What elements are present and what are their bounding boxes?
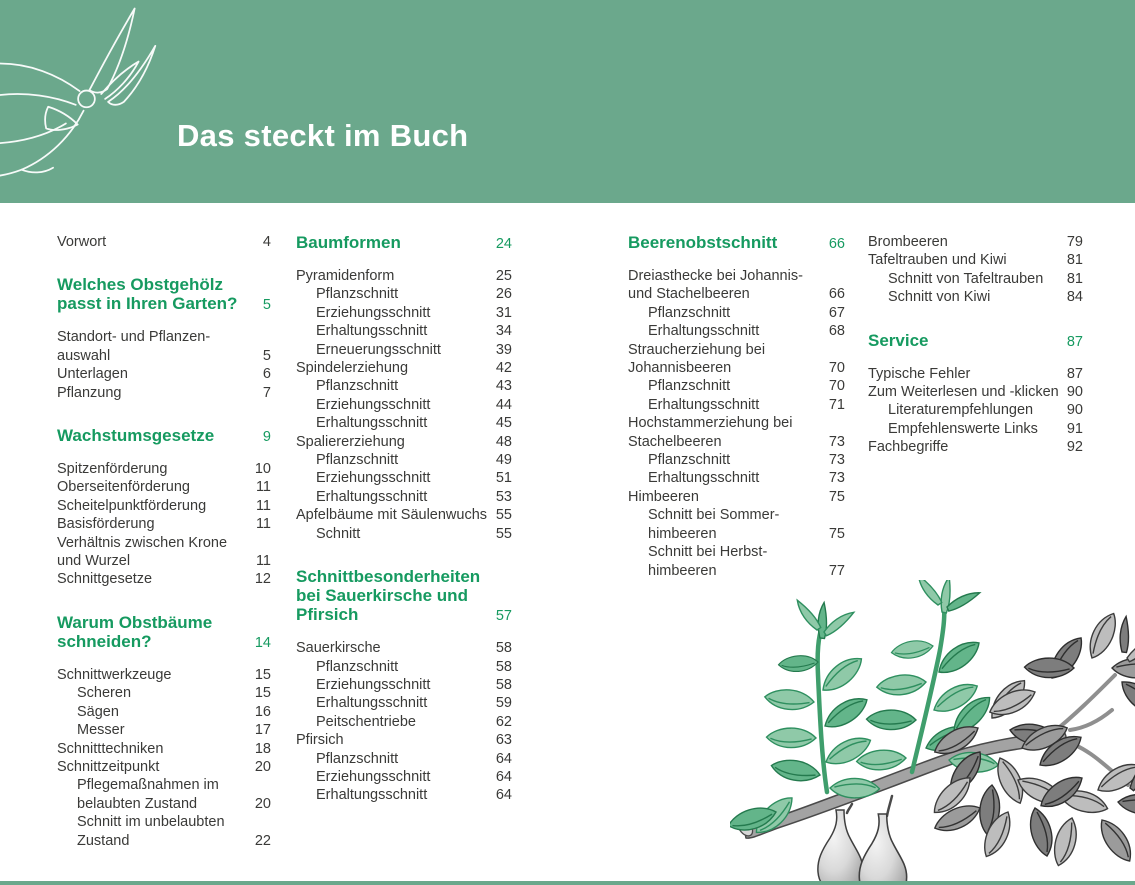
toc-entry-label: Zum Weiterlesen und -klicken [868,384,1059,401]
toc-entry-row [57,497,271,515]
toc-entry-row [296,639,512,657]
toc-entry-row [57,813,271,831]
toc-entry-row [628,396,845,414]
toc-entry-label: Vorwort [57,234,107,250]
toc-entry-page: 20 [254,795,271,812]
toc-entry-page: 17 [254,722,271,739]
toc-entry-label: Zustand [77,832,130,849]
toc-entry-page: 4 [262,234,271,250]
toc-entry-label: Erhaltungsschnitt [316,488,428,505]
toc-entry-row [296,731,512,749]
toc-entry-row [296,713,512,731]
toc-chapter-row [628,233,845,254]
toc-entry-row [296,451,512,469]
toc-entry-label: Pflanzschnitt [648,452,731,469]
toc-entry-page: 81 [1066,270,1083,287]
toc-entry-label: Johannisbeeren [628,360,732,377]
toc-entry-label: Erziehungsschnitt [316,304,431,321]
header-band [0,0,1135,203]
toc-entry-label: Pflanzschnitt [648,304,731,321]
toc-entry-page: 66 [828,236,845,252]
toc-entry-page: 70 [828,378,845,395]
toc-entry-row [628,304,845,322]
toc-entry-label: Pflanzschnitt [316,378,399,395]
toc-entry-row [868,270,1083,288]
toc-entry-label: Schnitt von Kiwi [888,289,991,306]
toc-entry-page: 57 [495,608,512,625]
toc-entry-label: Sauerkirsche [296,640,381,657]
toc-entry-page: 42 [495,360,512,377]
toc-entry-row [296,322,512,340]
toc-entry-row [296,414,512,432]
toc-entry-label: Spaliererziehung [296,433,405,450]
toc-entry-label: Hochstammerziehung bei [628,415,793,432]
toc-entry-label: Schnittbesonderheiten [296,567,481,587]
toc-entry-row [296,377,512,395]
toc-entry-page: 16 [254,703,271,720]
toc-entry-row [296,359,512,377]
toc-entry-page: 62 [495,713,512,730]
toc-entry-page: 58 [495,640,512,657]
toc-entry-label: Schnitt im unbelaubten [77,814,225,831]
toc-entry-row [57,666,271,684]
toc-entry-label: Erhaltungsschnitt [316,323,428,340]
toc-entry-page: 53 [495,488,512,505]
toc-entry-page: 81 [1066,252,1083,269]
toc-entry-page: 55 [495,507,512,524]
toc-entry-label: Schnitt von Tafeltrauben [888,270,1044,287]
toc-entry-label: Erhaltungsschnitt [648,323,760,340]
toc-entry-label: Pflanzung [57,384,122,401]
toc-entry-page: 11 [255,479,271,496]
toc-entry-label: Erhaltungsschnitt [316,415,428,432]
toc-entry-page: 58 [495,676,512,693]
toc-entry-row [868,438,1083,456]
toc-entry-label: Baumformen [296,233,401,252]
toc-chapter-row [868,331,1083,352]
toc-entry-row [628,433,845,451]
toc-entry-page: 15 [254,685,271,702]
toc-chapter-row [296,233,512,254]
toc-entry-label: Schnitt bei Sommer- [648,507,780,524]
toc-entry-row [57,703,271,721]
toc-entry-label: Pflegemaßnahmen im [77,777,219,794]
toc-entry-page: 5 [262,347,271,364]
toc-entry-label: Erhaltungsschnitt [648,470,760,487]
toc-entry-label: Schnitttechniken [57,740,164,757]
toc-entry-page: 75 [828,525,845,542]
toc-entry-label: Erziehungsschnitt [316,396,431,413]
toc-entry-row [57,384,271,402]
toc-entry-label: Tafeltrauben und Kiwi [868,252,1007,269]
toc-entry-label: Dreiasthecke bei Johannis- [628,268,803,284]
toc-entry-page: 51 [495,470,512,487]
toc-column-3 [628,233,845,580]
toc-entry-label: Erziehungsschnitt [316,676,431,693]
toc-entry-label: und Wurzel [57,553,131,570]
toc-entry-page: 39 [495,341,512,358]
toc-chapter-row [296,605,512,626]
toc-entry-label: Pflanzschnitt [316,452,399,469]
toc-entry-label: Erhaltungsschnitt [316,695,428,712]
toc-entry-row [296,396,512,414]
toc-entry-label: Peitschentriebe [316,713,416,730]
toc-entry-page: 70 [828,360,845,377]
toc-entry-page: 77 [828,562,845,579]
toc-entry-row [628,543,845,561]
toc-entry-page: 20 [254,758,271,775]
toc-entry-page: 24 [495,236,512,252]
toc-entry-row [57,552,271,570]
toc-entry-label: Warum Obstbäume [57,612,213,632]
toc-entry-row [57,534,271,552]
toc-entry-page: 7 [262,384,271,401]
toc-entry-label: Straucherziehung bei [628,341,766,358]
toc-entry-page: 92 [1066,439,1083,456]
toc-entry-row [296,676,512,694]
toc-entry-label: Erhaltungsschnitt [648,396,760,413]
toc-entry-label: Schnitt bei Herbst- [648,544,768,561]
toc-chapter-row [57,294,271,315]
toc-entry-label: Schnittwerkzeuge [57,666,172,683]
toc-column-4 [868,233,1083,457]
toc-entry-row [57,776,271,794]
toc-entry-row [296,525,512,543]
toc-entry-row [57,832,271,850]
toc-entry-page: 64 [495,750,512,767]
toc-entry-row [628,469,845,487]
toc-chapter-row [57,426,271,447]
toc-entry-page: 75 [828,488,845,505]
toc-entry-page: 43 [495,378,512,395]
toc-entry-label: Messer [77,722,125,739]
toc-entry-label: Erneuerungsschnitt [316,341,441,358]
toc-entry-label: Unterlagen [57,366,128,383]
toc-entry-row [296,267,512,285]
toc-entry-label: schneiden? [57,631,152,651]
toc-entry-label: Empfehlenswerte Links [888,420,1038,437]
toc-entry-label: Schnittzeitpunkt [57,758,160,775]
toc-entry-label: Literaturempfehlungen [888,402,1034,419]
toc-entry-page: 10 [254,461,271,478]
toc-entry-page: 73 [828,470,845,487]
toc-entry-page: 11 [255,516,271,533]
toc-entry-label: Apfelbäume mit Säulenwuchs [296,507,488,524]
toc-entry-label: auswahl [57,347,111,364]
toc-entry-page: 90 [1066,384,1083,401]
toc-entry-page: 11 [255,553,271,570]
toc-entry-label: Scheitelpunktförderung [57,497,207,514]
toc-entry-row [628,562,845,580]
toc-entry-label: Fachbegriffe [868,439,949,456]
toc-entry-label: Scheren [77,685,132,702]
toc-entry-row [296,768,512,786]
toc-entry-row [628,285,845,303]
toc-entry-page: 31 [495,304,512,321]
toc-entry-row [57,233,271,251]
toc-entry-page: 9 [262,429,271,446]
toc-entry-page: 18 [254,740,271,757]
toc-entry-row [868,383,1083,401]
toc-entry-row [57,478,271,496]
toc-entry-page: 68 [828,323,845,340]
toc-entry-row [296,341,512,359]
toc-chapter-row [296,586,512,605]
page-title: Das steckt im Buch [177,118,469,153]
toc-entry-row [57,684,271,702]
toc-entry-label: Oberseitenförderung [57,479,190,496]
toc-entry-row [628,322,845,340]
toc-entry-page: 90 [1066,402,1083,419]
toc-entry-label: Spindelerziehung [296,360,409,377]
toc-entry-page: 73 [828,452,845,469]
toc-entry-page: 45 [495,415,512,432]
toc-entry-page: 79 [1066,234,1083,250]
footer-rule [0,881,1135,885]
toc-entry-row [868,233,1083,251]
toc-entry-label: bei Sauerkirsche und [296,586,468,606]
toc-entry-page: 15 [254,666,271,683]
toc-entry-label: Himbeeren [628,488,699,505]
toc-entry-page: 59 [495,695,512,712]
toc-entry-row [296,433,512,451]
toc-entry-label: passt in Ihren Garten? [57,294,238,314]
toc-entry-label: Spitzenförderung [57,461,168,478]
toc-entry-label: himbeeren [648,562,717,579]
toc-entry-page: 71 [828,396,845,413]
toc-entry-label: Pfirsich [296,605,359,625]
toc-entry-row [296,285,512,303]
toc-entry-label: Schnitt [316,525,361,542]
toc-chapter-row [296,567,512,586]
toc-entry-label: Brombeeren [868,234,948,250]
toc-entry-row [296,506,512,524]
toc-entry-row [57,570,271,588]
toc-entry-row [628,267,845,285]
toc-entry-page: 64 [495,768,512,785]
toc-entry-row [296,750,512,768]
toc-entry-label: Pyramidenform [296,268,395,284]
toc-entry-row [296,488,512,506]
toc-entry-page: 25 [495,268,512,284]
toc-entry-label: Pflanzschnitt [316,286,399,303]
toc-entry-label: belaubten Zustand [77,795,198,812]
toc-entry-page: 91 [1066,420,1083,437]
toc-entry-page: 67 [828,304,845,321]
toc-entry-row [628,488,845,506]
toc-entry-row [868,420,1083,438]
toc-entry-row [628,506,845,524]
toc-entry-label: Erhaltungsschnitt [316,787,428,804]
toc-entry-label: Wachstumsgesetze [57,426,215,446]
toc-entry-row [57,347,271,365]
toc-entry-label: Sägen [77,703,119,720]
toc-entry-page: 55 [495,525,512,542]
toc-entry-label: Erziehungsschnitt [316,470,431,487]
toc-entry-row [57,328,271,346]
toc-column-2 [296,233,512,805]
toc-entry-label: Standort- und Pflanzen- [57,329,211,346]
toc-entry-row [868,251,1083,269]
toc-entry-label: Service [868,330,929,350]
toc-chapter-row [57,613,271,632]
toc-entry-row [628,341,845,359]
toc-entry-row [628,414,845,432]
toc-entry-row [296,469,512,487]
toc-entry-row [296,786,512,804]
toc-entry-page: 66 [828,286,845,303]
toc-entry-page: 34 [495,323,512,340]
toc-entry-page: 44 [495,396,512,413]
toc-entry-page: 73 [828,433,845,450]
toc-entry-label: Erziehungsschnitt [316,768,431,785]
toc-entry-label: Welches Obstgehölz [57,275,223,295]
toc-entry-row [57,795,271,813]
toc-entry-row [628,525,845,543]
toc-entry-page: 87 [1066,333,1083,350]
toc-entry-label: Typische Fehler [868,365,971,382]
toc-entry-label: Stachelbeeren [628,433,722,450]
toc-entry-label: Schnittgesetze [57,571,153,588]
toc-entry-row [57,740,271,758]
toc-chapter-row [57,275,271,294]
toc-entry-page: 12 [254,571,271,588]
toc-column-1 [57,233,271,850]
toc-entry-row [57,721,271,739]
toc-entry-page: 48 [495,433,512,450]
toc-chapter-row [57,632,271,653]
toc-entry-row [57,758,271,776]
pruning-shears-illustration [0,0,172,188]
toc-entry-label: Pfirsich [296,732,344,749]
toc-entry-label: Beerenobstschnitt [628,233,778,252]
toc-entry-row [57,460,271,478]
toc-entry-label: himbeeren [648,525,717,542]
toc-entry-row [628,359,845,377]
pear-branch-illustration [730,580,1135,885]
toc-entry-row [628,451,845,469]
toc-entry-row [296,694,512,712]
toc-entry-row [296,304,512,322]
toc-entry-row [296,658,512,676]
toc-entry-page: 58 [495,658,512,675]
toc-entry-page: 49 [495,452,512,469]
toc-entry-row [868,288,1083,306]
toc-entry-label: Pflanzschnitt [316,658,399,675]
toc-entry-label: Basisförderung [57,516,155,533]
toc-entry-page: 84 [1066,289,1083,306]
toc-entry-page: 63 [495,732,512,749]
toc-entry-row [628,377,845,395]
toc-entry-page: 14 [254,634,271,651]
toc-entry-page: 64 [495,787,512,804]
toc-entry-page: 87 [1066,365,1083,382]
toc-entry-label: Verhältnis zwischen Krone [57,534,228,551]
toc-entry-page: 6 [262,366,271,383]
toc-entry-row [57,365,271,383]
toc-entry-row [57,515,271,533]
toc-entry-page: 26 [495,286,512,303]
toc-entry-page: 22 [254,832,271,849]
toc-entry-page: 11 [255,497,271,514]
toc-entry-label: Pflanzschnitt [648,378,731,395]
toc-entry-label: Pflanzschnitt [316,750,399,767]
toc-entry-row [868,401,1083,419]
toc-entry-page: 5 [262,297,271,314]
toc-entry-row [868,365,1083,383]
toc-entry-label: und Stachelbeeren [628,286,750,303]
